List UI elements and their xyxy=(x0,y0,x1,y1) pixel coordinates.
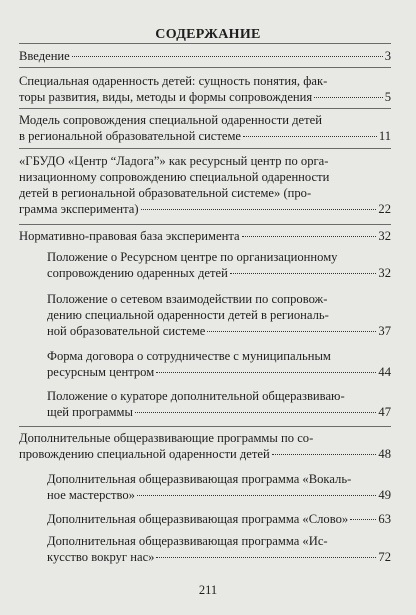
toc-entry-last-line xyxy=(47,487,391,503)
section-divider xyxy=(19,224,391,225)
toc-page-number: 44 xyxy=(378,365,391,379)
toc-entry-line: кусство вокруг нас» xyxy=(47,550,155,564)
toc-entry[interactable] xyxy=(19,228,391,244)
toc-entry-last-line xyxy=(47,323,391,339)
toc-page-number: 48 xyxy=(378,447,391,461)
toc-entry-last-line xyxy=(47,364,391,380)
toc-entry[interactable] xyxy=(47,249,391,281)
toc-page-number: 37 xyxy=(378,324,391,338)
toc-page-number: 32 xyxy=(378,229,391,243)
toc-entry-line: Дополнительная общеразвивающая программа «Вокаль- xyxy=(47,472,352,486)
toc-entry-line: «ГБУДО «Центр “Ладога”» как ресурсный центр по орга- xyxy=(19,154,329,168)
toc-entry-line: ресурсным центром xyxy=(47,365,155,379)
toc-entry-line: Форма договора о сотрудничестве с муниципальным xyxy=(47,349,331,363)
toc-entry-last-line xyxy=(19,128,391,144)
dot-leader xyxy=(141,209,377,210)
toc-entry-line: Нормативно-правовая база эксперимента xyxy=(19,229,240,243)
dot-leader xyxy=(156,557,376,558)
toc-entry-line: сопровождению одаренных детей xyxy=(47,266,228,280)
toc-page-number: 32 xyxy=(378,266,391,280)
toc-entry-last-line xyxy=(47,549,391,565)
toc-entry-line: низационному сопровождению специальной одаренности xyxy=(19,170,330,184)
toc-entry-last-line xyxy=(19,89,391,105)
section-divider xyxy=(19,426,391,427)
dot-leader xyxy=(242,236,377,237)
toc-entry-last-line xyxy=(19,446,391,462)
toc-entry[interactable] xyxy=(47,388,391,420)
dot-leader xyxy=(207,331,376,332)
toc-entry-line: Положение о сетевом взаимодействии по сопровож- xyxy=(47,292,328,306)
dot-leader xyxy=(156,372,376,373)
toc-entry[interactable] xyxy=(47,471,391,503)
toc-entry[interactable] xyxy=(19,48,391,64)
toc-page-number: 11 xyxy=(378,129,391,143)
section-divider xyxy=(19,43,391,44)
toc-entry-line: провождению специальной одаренности детей xyxy=(19,447,270,461)
toc-entry-line: Дополнительная общеразвивающая программа «Слово» xyxy=(47,512,349,526)
toc-entry[interactable] xyxy=(19,430,391,462)
toc-entry-line: Положение о кураторе дополнительной общеразвиваю- xyxy=(47,389,345,403)
toc-entry[interactable] xyxy=(47,291,391,339)
toc-entry-line: детей в региональной образовательной системе» (про- xyxy=(19,186,312,200)
toc-entry-last-line xyxy=(19,228,391,244)
toc-page-number: 22 xyxy=(378,202,391,216)
toc-entry-last-line xyxy=(47,511,391,527)
section-divider xyxy=(19,67,391,68)
toc-entry[interactable] xyxy=(47,533,391,565)
toc-entry[interactable] xyxy=(19,153,391,217)
toc-page-number: 47 xyxy=(378,405,391,419)
toc-entry-line: в региональной образовательной системе xyxy=(19,129,242,143)
toc-entry-line: торы развития, виды, методы и формы сопровождения xyxy=(19,90,313,104)
toc-entry-last-line xyxy=(47,265,391,281)
dot-leader xyxy=(137,495,376,496)
toc-entry-line: Дополнительная общеразвивающая программа «Ис- xyxy=(47,534,328,548)
section-divider xyxy=(19,108,391,109)
toc-entry[interactable] xyxy=(19,112,391,144)
section-divider xyxy=(19,148,391,149)
toc-page-number: 3 xyxy=(384,49,391,63)
toc-entry-line: грамма эксперимента) xyxy=(19,202,139,216)
toc-entry-line: Специальная одаренность детей: сущность понятия, фак- xyxy=(19,74,328,88)
dot-leader xyxy=(272,454,377,455)
toc-entry[interactable] xyxy=(47,511,391,527)
toc-entry-last-line xyxy=(19,201,391,217)
page-title: СОДЕРЖАНИЕ xyxy=(155,27,261,42)
toc-page-number: 5 xyxy=(384,90,391,104)
toc-entry-line: Положение о Ресурсном центре по организационному xyxy=(47,250,338,264)
toc-entry-line: дению специальной одаренности детей в региональ- xyxy=(47,308,329,322)
toc-entry-last-line xyxy=(19,48,391,64)
dot-leader xyxy=(350,519,376,520)
toc-entry-line: ное мастерство» xyxy=(47,488,135,502)
dot-leader xyxy=(314,97,383,98)
toc-entry-line: Дополнительные общеразвивающие программы по со- xyxy=(19,431,314,445)
page-number: 211 xyxy=(198,583,218,597)
dot-leader xyxy=(243,136,377,137)
toc-page-number: 63 xyxy=(378,512,391,526)
toc-entry-line: ной образовательной системе xyxy=(47,324,206,338)
toc-entry[interactable] xyxy=(47,348,391,380)
toc-entry[interactable] xyxy=(19,73,391,105)
toc-entry-line: Введение xyxy=(19,49,70,63)
dot-leader xyxy=(72,56,383,57)
toc-page-number: 49 xyxy=(378,488,391,502)
toc-entry-last-line xyxy=(47,404,391,420)
dot-leader xyxy=(135,412,376,413)
toc-entry-line: Модель сопровождения специальной одаренности детей xyxy=(19,113,322,127)
toc-page-number: 72 xyxy=(378,550,391,564)
toc-entry-line: щей программы xyxy=(47,405,133,419)
dot-leader xyxy=(230,273,377,274)
